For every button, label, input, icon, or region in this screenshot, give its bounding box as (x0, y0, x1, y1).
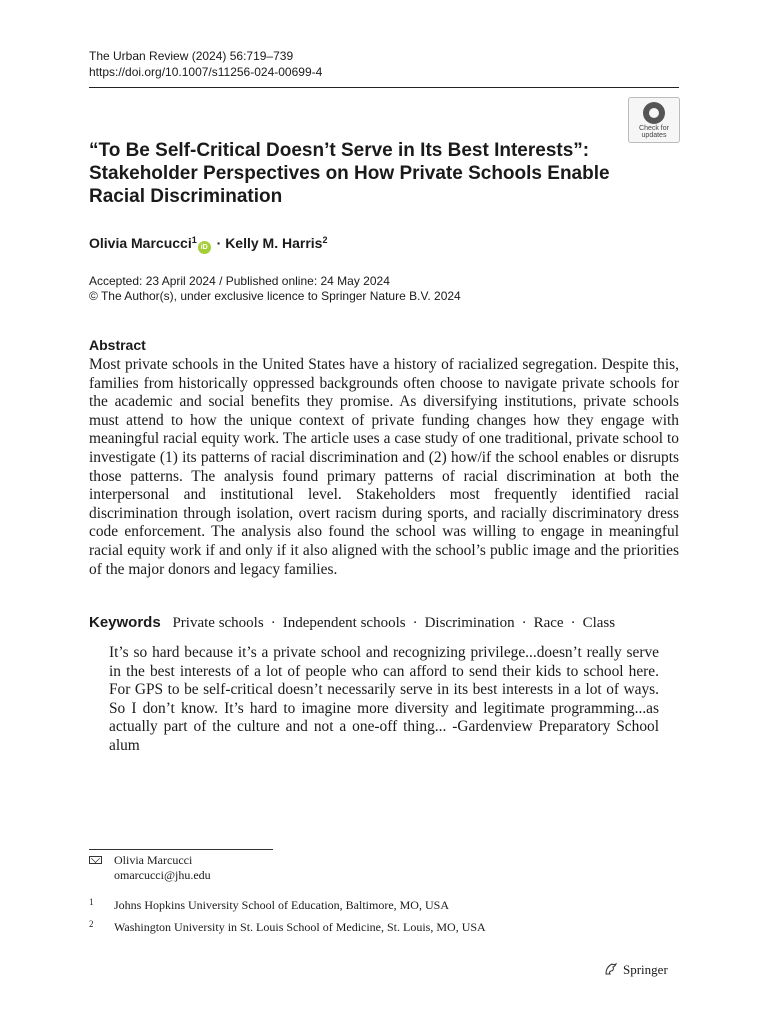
affiliation-sup: 1 (89, 897, 94, 907)
check-for-updates-button[interactable] (628, 97, 680, 143)
author-list (89, 231, 327, 254)
abstract-body: Most private schools in the United States have a history of racialized segregation. Despite this, families from historically oppressed backgrounds often choose to navigate private schools for the academic and social benefits they promise. As diversifying institutions, private schools must attend to how the unique context of private funding changes how they engage with meaningful racial equity work. The article uses a case study of one traditional, private school to investigate (1) its patterns of racial discrimination and (2) how/if the school enables or disrupts those patterns. The analysis found primary patterns of racial discrimination at both the interpersonal and institutional level. Stakeholders most frequently identified racial discrimination through isolation, overt racism during sports, and racially discriminatory dress code enforcement. The analysis also found the school was willing to engage in meaningful racial equity work if and only if it also aligned with the school’s public image and the priorities of the major donors and legacy families. (89, 356, 679, 578)
doi-link[interactable]: https://doi.org/10.1007/s11256-024-00699-4 (89, 65, 323, 79)
correspondence-note (89, 853, 211, 883)
orcid-icon[interactable]: iD (198, 241, 211, 254)
footnote-rule (89, 849, 273, 850)
publisher-logo (604, 961, 668, 979)
crossmark-icon (643, 102, 665, 124)
keyword: Discrimination (424, 615, 515, 631)
keyword: Race (533, 615, 564, 631)
affiliation-sup: 2 (89, 919, 94, 929)
keyword: Independent schools (282, 615, 406, 631)
affiliation-text: Johns Hopkins University School of Education, Baltimore, MO, USA (114, 898, 449, 912)
author-separator: · (216, 235, 222, 251)
affiliation-text: Washington University in St. Louis School of Medicine, St. Louis, MO, USA (114, 920, 486, 934)
author-name[interactable]: Kelly M. Harris (225, 235, 323, 251)
publication-dates (89, 274, 461, 304)
keyword-separator: · (521, 615, 527, 631)
article-title: “To Be Self-Critical Doesn’t Serve in Its Best Interests”: Stakeholder Perspectives on How Private Schools Enable Racial Discrimination (89, 140, 610, 207)
header-rule (89, 87, 679, 88)
keyword-separator: · (570, 615, 576, 631)
keyword: Private schools (172, 615, 264, 631)
correspondence-email[interactable]: omarcucci@jhu.edu (114, 868, 211, 882)
correspondence-name: Olivia Marcucci (114, 853, 193, 867)
accepted-published-line: Accepted: 23 April 2024 / Published online: 24 May 2024 (89, 274, 390, 288)
author-affil-sup: 1 (191, 235, 197, 245)
journal-header (89, 48, 322, 80)
envelope-icon (89, 856, 102, 864)
journal-citation: The Urban Review (2024) 56:719–739 (89, 49, 294, 63)
affiliation (89, 898, 449, 913)
keywords-label: Keywords (89, 614, 161, 631)
author-affil-sup: 2 (322, 235, 328, 245)
affiliation (89, 920, 486, 935)
keyword-separator: · (270, 615, 276, 631)
keywords-line (89, 613, 689, 633)
keyword: Class (582, 615, 616, 631)
check-updates-label-2: updates (641, 132, 667, 139)
springer-horse-icon (604, 962, 618, 976)
author-name[interactable]: Olivia Marcucci (89, 235, 192, 251)
epigraph-quote: It’s so hard because it’s a private school and recognizing privilege...doesn’t really serve in the best interests of a lot of people who can afford to send their kids to school here. For GPS to be self-critical doesn’t necessarily serve in its best interests in a lot of ways. So I don’t know. It’s hard to imagine more diversity and legitimate programming...as actually part of the culture and not a one-off thing... -Gardenview Preparatory School alum (109, 644, 659, 754)
copyright-line: © The Author(s), under exclusive licence to Springer Nature B.V. 2024 (89, 289, 461, 303)
check-updates-label-1: Check for (639, 125, 669, 132)
publisher-name: Springer (623, 962, 668, 977)
abstract-heading: Abstract (89, 337, 146, 353)
keyword-separator: · (412, 615, 418, 631)
